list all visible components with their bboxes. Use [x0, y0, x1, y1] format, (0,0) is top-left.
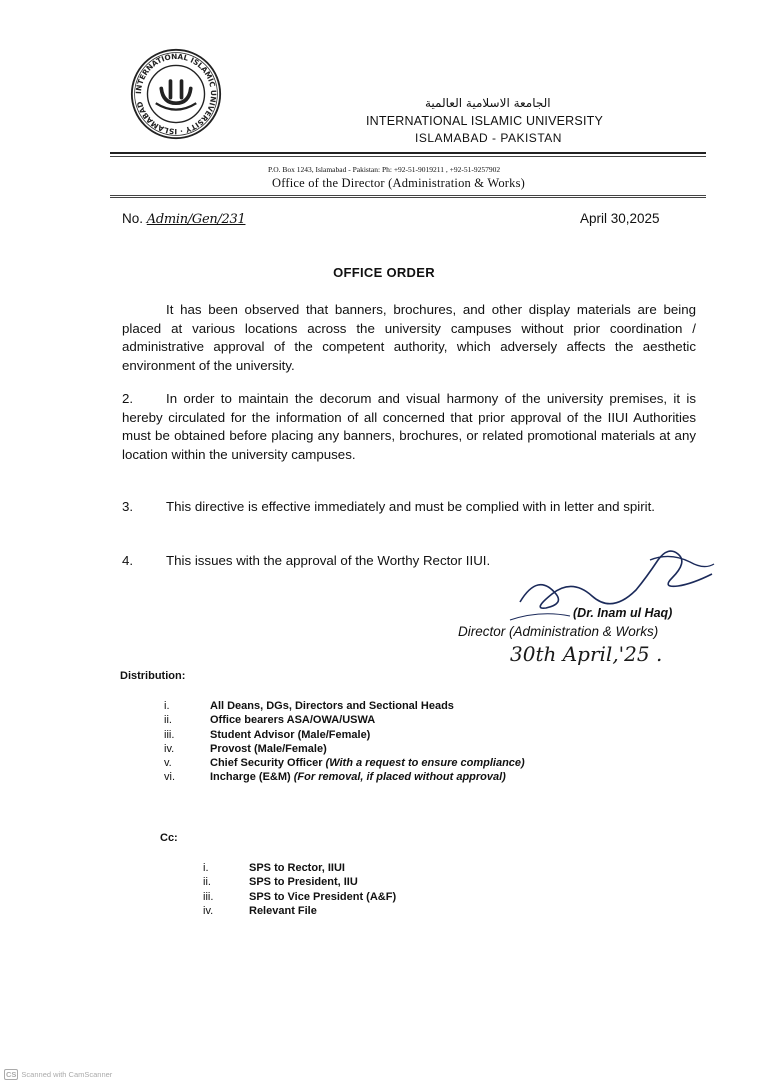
scanner-watermark [4, 1069, 112, 1080]
camscanner-icon: CS [6, 1070, 17, 1079]
reference-prefix: No. [122, 211, 144, 226]
paragraph-3-text: This directive is effective immediately and must be complied with in letter and spirit. [166, 499, 655, 514]
list-item-number: iv. [203, 904, 214, 917]
order-date: April 30,2025 [580, 211, 660, 226]
handwritten-date: 30th April,'25 . [510, 642, 663, 666]
paragraph-3 [122, 498, 696, 517]
seal-ring-text: INTERNATIONAL ISLAMIC UNIVERSITY · ISLAMABAD [134, 51, 219, 136]
list-item-text: All Deans, DGs, Directors and Sectional Heads [210, 700, 454, 712]
header-divider-top-thin [110, 156, 706, 157]
university-name-english: INTERNATIONAL ISLAMIC UNIVERSITY [366, 114, 603, 128]
list-item-number: ii. [203, 876, 211, 889]
list-item-number: ii. [164, 714, 172, 727]
postal-address: P.O. Box 1243, Islamabad - Pakistan: Ph: +92-51-9019211 , +92-51-9257902 [268, 165, 501, 174]
list-item-text: SPS to Vice President (A&F) [249, 890, 397, 903]
list-item [203, 861, 396, 875]
paragraph-4-number: 4. [122, 553, 134, 568]
list-item [203, 904, 396, 918]
document-title: OFFICE ORDER [333, 265, 435, 280]
header-divider-bottom-2 [110, 197, 706, 198]
list-item-note: (For removal, if placed without approval) [293, 771, 506, 784]
list-item [203, 875, 396, 889]
university-name-arabic: الجامعة الاسلامية العالمية [425, 96, 551, 110]
paragraph-2-number: 2. [122, 391, 134, 406]
list-item [164, 742, 525, 756]
list-item [164, 756, 525, 770]
signatory-name: (Dr. Inam ul Haq) [573, 606, 673, 620]
list-item-text: Chief Security Officer [210, 757, 323, 770]
list-item-text: Student Advisor (Male/Female) [210, 728, 371, 741]
list-item [164, 713, 525, 727]
list-item-text: Incharge (E&M) [210, 771, 291, 784]
scanner-text: Scanned with CamScanner [21, 1070, 113, 1079]
list-item-text: Relevant File [249, 904, 317, 917]
distribution-list [164, 699, 525, 785]
list-item-text: Provost (Male/Female) [210, 742, 327, 755]
reference-handwritten: Admin/Gen/231 [146, 212, 246, 227]
paragraph-4-text: This issues with the approval of the Worthy Rector IIUI. [166, 553, 491, 568]
list-item-number: iii. [164, 728, 175, 741]
list-item-text: SPS to Rector, IIUI [249, 862, 345, 874]
university-seal-logo [130, 48, 222, 140]
distribution-label: Distribution: [120, 670, 186, 682]
university-location: ISLAMABAD - PAKISTAN [415, 131, 562, 145]
list-item-number: i. [203, 862, 209, 874]
list-item-text: Office bearers ASA/OWA/USWA [210, 714, 376, 727]
list-item [164, 770, 525, 784]
list-item-note: (With a request to ensure compliance) [325, 757, 525, 770]
signatory-title: Director (Administration & Works) [458, 624, 659, 639]
list-item-number: v. [164, 757, 172, 770]
list-item-number: i. [164, 700, 170, 712]
list-item-number: iii. [203, 890, 214, 903]
header-divider-top [110, 152, 706, 154]
paragraph-2 [122, 390, 696, 464]
office-name: Office of the Director (Administration & Works) [272, 176, 526, 190]
reference-number [122, 211, 245, 227]
list-item-text: SPS to President, IIU [249, 876, 358, 889]
paragraph-1: It has been observed that banners, brochures, and other display materials are being placed at various locations across the university campuses without prior coordination / administrative approval of the competent authority, which adversely affects the aesthetic environment of the university. [122, 302, 696, 373]
list-item-number: vi. [164, 771, 175, 784]
paragraph-3-number: 3. [122, 499, 134, 514]
list-item [164, 728, 525, 742]
header-divider-bottom [110, 195, 706, 196]
cc-list [203, 861, 396, 918]
cc-label: Cc: [160, 832, 178, 844]
list-item-number: iv. [164, 742, 175, 755]
paragraph-2-text: In order to maintain the decorum and visual harmony of the university premises, it is hereby circulated for the information of all concerned that prior approval of the IIUI Authorities must be obtained before placing any banners, brochures, or related promotional materials at any location within the university campuses. [122, 391, 696, 462]
list-item [203, 890, 396, 904]
list-item [164, 699, 525, 713]
